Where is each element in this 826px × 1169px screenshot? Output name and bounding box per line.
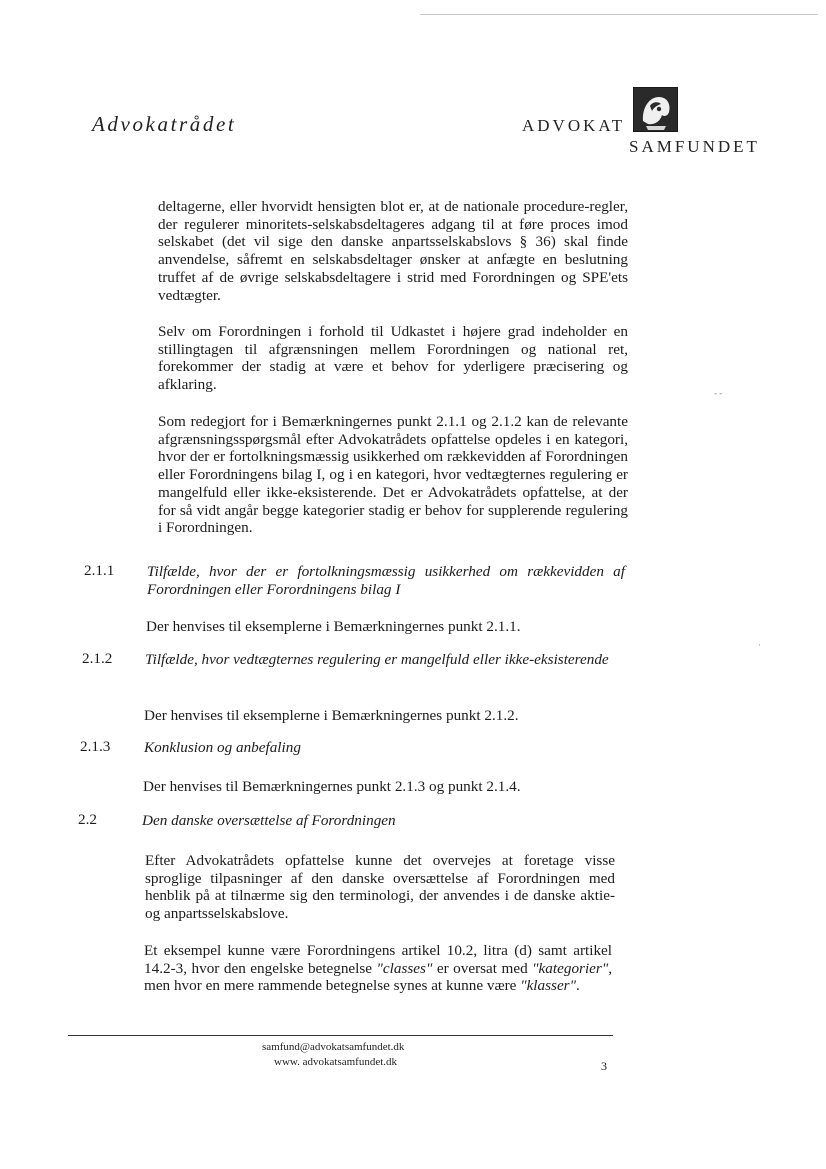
section-number: 2.1.1 — [84, 562, 115, 579]
term-kategorier: "kategorier" — [532, 959, 609, 977]
footer-website-link[interactable]: www. advokatsamfundet.dk — [274, 1056, 398, 1068]
section-heading: Konklusion og anbefaling — [144, 739, 301, 756]
brand-name-top: ADVOKAT — [522, 116, 626, 135]
section-body: Der henvises til eksemplerne i Bemærkningernes punkt 2.1.1. — [146, 618, 521, 635]
section-heading: Den danske oversættelse af Forordningen — [142, 812, 396, 829]
section-heading: Tilfælde, hvor der er fortolkningsmæssig usikkerhed om rækkevidden af Forordningen eller Forordningens bilag I — [147, 563, 625, 598]
page-number: 3 — [601, 1059, 607, 1073]
footer-rule — [68, 1035, 613, 1036]
section-body: Der henvises til Bemærkningernes punkt 2.1.3 og punkt 2.1.4. — [143, 778, 521, 795]
section-body-paragraph: Efter Advokatrådets opfattelse kunne det overvejes at foretage visse sproglige tilpasninger af den danske oversættelse af Forordningen med henblik på at tilnærme sig den terminologi, der anvendes i de danske aktie- og anpartsselskabslove. — [145, 852, 615, 923]
section-body: Der henvises til eksemplerne i Bemærkningernes punkt 2.1.2. — [144, 707, 519, 724]
section-number: 2.2 — [78, 811, 97, 828]
body-paragraph-2: Selv om Forordningen i forhold til Udkastet i højere grad indeholder en stillingtagen til afgrænsningen mellem Forordningen og national ret, forekommer der stadig at være et behov for yderligere præcisering og afklaring. — [158, 323, 628, 394]
top-scan-rule — [420, 14, 818, 15]
body-paragraph-3: Som redegjort for i Bemærkningernes punkt 2.1.1 og 2.1.2 kan de relevante afgrænsningsspørgsmål efter Advokatrådets opfattelse opdeles i en kategori, hvor der er fortolkningsmæssig usikkerhed om rækkevidden af Forordningen eller Forordningens bilag I, og i en kategori, hvor vedtægternes regulering er mangelfuld eller ikke-eksisterende. Det er Advokatrådets opfattelse, at der for så vidt angår begge kategorier stadig er behov for supplerende regulering i Forordningen. — [158, 413, 628, 537]
section-number: 2.1.3 — [80, 738, 111, 755]
term-classes: "classes" — [376, 959, 433, 977]
term-klasser: "klasser" — [520, 977, 576, 995]
footer-email-link[interactable]: samfund@advokatsamfundet.dk — [262, 1041, 405, 1053]
example-paragraph: Et eksempel kunne være Forordningens artikel 10.2, litra (d) samt artikel 14.2-3, hvor den engelske betegnelse "classes" er oversat med "kategorier", men hvor en mere rammende betegnelse synes at kunne være "klasser". — [144, 942, 612, 995]
body-paragraph-1: deltagerne, eller hvorvidt hensigten blot er, at de nationale procedure-regler, der regulerer minoritets-selskabsdeltageres adgang til at føre proces imod selskabet (det vil sige den danske anpartsselskabslovs § 36) skal finde anvendelse, såfremt en selskabsdeltager ønsker at anfægte en beslutning truffet af de øvrige selskabsdeltagere i strid med Forordningen og SPE'ets vedtægter. — [158, 198, 628, 304]
scan-speck: · — [758, 640, 761, 650]
brand-name-bottom: SAMFUNDET — [629, 137, 760, 156]
council-title: Advokatrådet — [92, 112, 237, 136]
advokatsamfundet-logo-icon — [633, 87, 678, 132]
section-heading: Tilfælde, hvor vedtægternes regulering er mangelfuld eller ikke-eksisterende — [145, 651, 609, 668]
section-number: 2.1.2 — [82, 650, 113, 667]
scan-speck: - - — [714, 388, 723, 398]
